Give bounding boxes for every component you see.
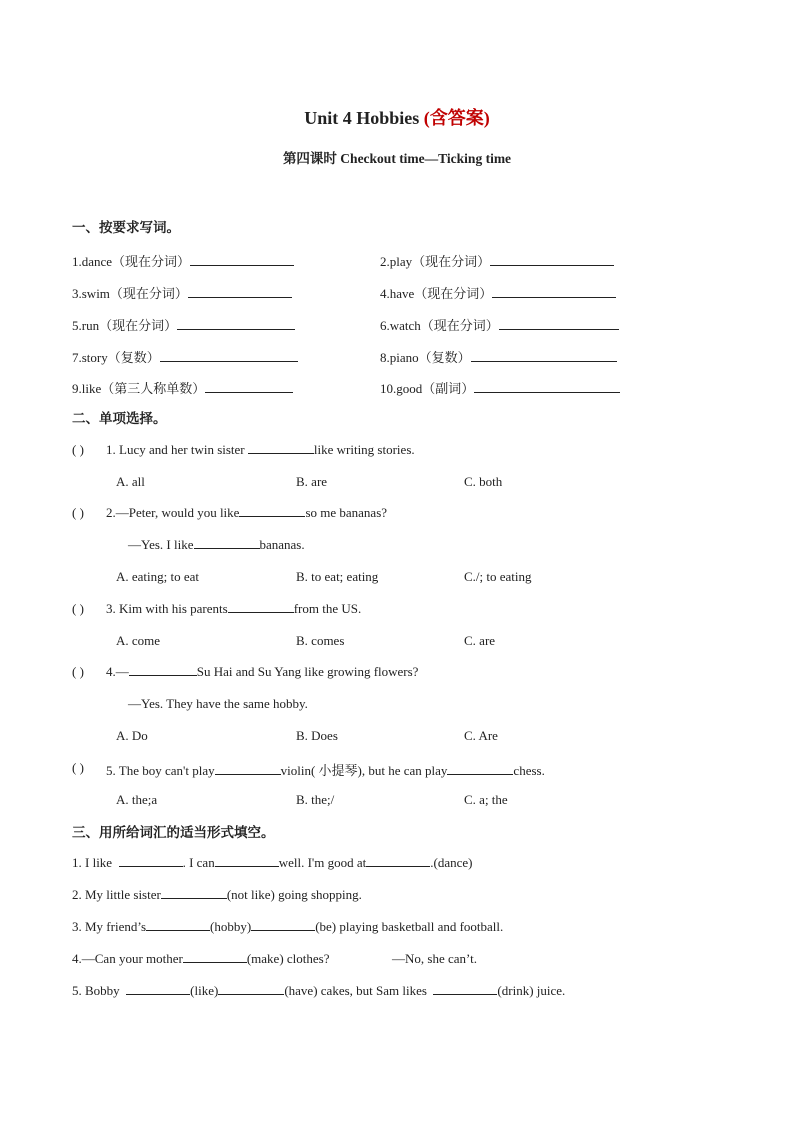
answer-blank[interactable] bbox=[126, 983, 190, 995]
answer-blank[interactable] bbox=[447, 763, 513, 775]
answer-blank[interactable] bbox=[490, 254, 614, 266]
option-a[interactable]: A. eating; to eat bbox=[116, 569, 200, 584]
option-b[interactable]: B. Does bbox=[296, 728, 338, 743]
question-2-reply: —Yes. I like bananas. bbox=[128, 537, 305, 552]
question-3: 3. Kim with his parents from the US. bbox=[106, 601, 362, 616]
answer-blank[interactable] bbox=[160, 350, 298, 362]
word-item: 9.like（第三人称单数） bbox=[72, 378, 293, 397]
title-answer-note: (含答案) bbox=[423, 108, 490, 128]
question-1: 1. Lucy and her twin sister like writing stories. bbox=[106, 442, 415, 457]
option-b[interactable]: B. to eat; eating bbox=[296, 569, 379, 584]
page-subtitle: 第四课时 Checkout time—Ticking time bbox=[282, 151, 512, 166]
fill-sentence-4: 4.—Can your mother (make) clothes? bbox=[72, 951, 330, 966]
answer-blank[interactable] bbox=[492, 286, 616, 298]
answer-blank[interactable] bbox=[474, 381, 620, 393]
answer-blank[interactable] bbox=[248, 442, 314, 454]
answer-blank[interactable] bbox=[366, 855, 430, 867]
option-c[interactable]: C. both bbox=[464, 474, 503, 489]
option-b[interactable]: B. the;/ bbox=[296, 792, 335, 807]
word-item: 7.story（复数） bbox=[72, 347, 298, 366]
option-a[interactable]: A. all bbox=[116, 474, 145, 489]
option-c[interactable]: C. a; the bbox=[464, 792, 508, 807]
answer-blank[interactable] bbox=[183, 951, 247, 963]
answer-paren[interactable]: ( ) bbox=[72, 760, 84, 775]
fill-sentence-3: 3. My friend’s (hobby) (be) playing basketball and football. bbox=[72, 919, 504, 934]
answer-blank[interactable] bbox=[146, 919, 210, 931]
word-item: 5.run（现在分词） bbox=[72, 315, 295, 334]
section2-heading: 二、单项选择。 bbox=[72, 411, 167, 426]
option-c[interactable]: C. Are bbox=[464, 728, 498, 743]
answer-blank[interactable] bbox=[499, 318, 619, 330]
answer-blank[interactable] bbox=[119, 855, 183, 867]
question-2: 2.—Peter, would you like so me bananas? bbox=[106, 505, 388, 520]
question-5: 5. The boy can't play violin( 小提琴), but he can play chess. bbox=[106, 763, 545, 778]
option-b[interactable]: B. comes bbox=[296, 633, 345, 648]
answer-blank[interactable] bbox=[177, 318, 295, 330]
answer-blank[interactable] bbox=[471, 350, 617, 362]
title-main: Unit 4 Hobbies bbox=[304, 108, 420, 128]
page-title bbox=[0, 104, 794, 130]
word-item: 2.play（现在分词） bbox=[380, 251, 614, 270]
option-c[interactable]: C./; to eating bbox=[464, 569, 532, 584]
question-4-reply: —Yes. They have the same hobby. bbox=[128, 696, 308, 711]
option-b[interactable]: B. are bbox=[296, 474, 328, 489]
fill-sentence-1: 1. I like . I can well. I'm good at .(dance) bbox=[72, 855, 473, 870]
answer-blank[interactable] bbox=[205, 381, 293, 393]
fill-sentence-2: 2. My little sister (not like) going shopping. bbox=[72, 887, 362, 902]
answer-blank[interactable] bbox=[239, 505, 305, 517]
question-4: 4.— Su Hai and Su Yang like growing flowers? bbox=[106, 664, 419, 679]
option-a[interactable]: A. come bbox=[116, 633, 161, 648]
answer-blank[interactable] bbox=[218, 983, 284, 995]
answer-paren[interactable]: ( ) bbox=[72, 505, 84, 520]
answer-paren[interactable]: ( ) bbox=[72, 442, 84, 457]
answer-blank[interactable] bbox=[129, 664, 197, 676]
answer-blank[interactable] bbox=[251, 919, 315, 931]
fill-sentence-5: 5. Bobby (like) (have) cakes, but Sam likes (drink) juice. bbox=[72, 983, 566, 998]
answer-paren[interactable]: ( ) bbox=[72, 664, 84, 679]
word-item: 10.good（副词） bbox=[380, 378, 620, 397]
option-c[interactable]: C. are bbox=[464, 633, 496, 648]
option-a[interactable]: A. Do bbox=[116, 728, 148, 743]
word-item: 1.dance（现在分词） bbox=[72, 251, 294, 270]
section1-heading: 一、按要求写词。 bbox=[72, 220, 180, 235]
word-item: 8.piano（复数） bbox=[380, 347, 617, 366]
answer-blank[interactable] bbox=[188, 286, 292, 298]
option-a[interactable]: A. the;a bbox=[116, 792, 158, 807]
word-item: 6.watch（现在分词） bbox=[380, 315, 619, 334]
answer-blank[interactable] bbox=[194, 537, 260, 549]
answer-blank[interactable] bbox=[161, 887, 227, 899]
answer-blank[interactable] bbox=[215, 763, 281, 775]
answer-blank[interactable] bbox=[433, 983, 497, 995]
answer-blank[interactable] bbox=[190, 254, 294, 266]
word-item: 4.have（现在分词） bbox=[380, 283, 616, 302]
word-item: 3.swim（现在分词） bbox=[72, 283, 292, 302]
answer-blank[interactable] bbox=[215, 855, 279, 867]
answer-blank[interactable] bbox=[228, 601, 294, 613]
answer-paren[interactable]: ( ) bbox=[72, 601, 84, 616]
section3-heading: 三、用所给词汇的适当形式填空。 bbox=[72, 825, 275, 840]
fill-sentence-4-reply: —No, she can’t. bbox=[392, 951, 477, 966]
